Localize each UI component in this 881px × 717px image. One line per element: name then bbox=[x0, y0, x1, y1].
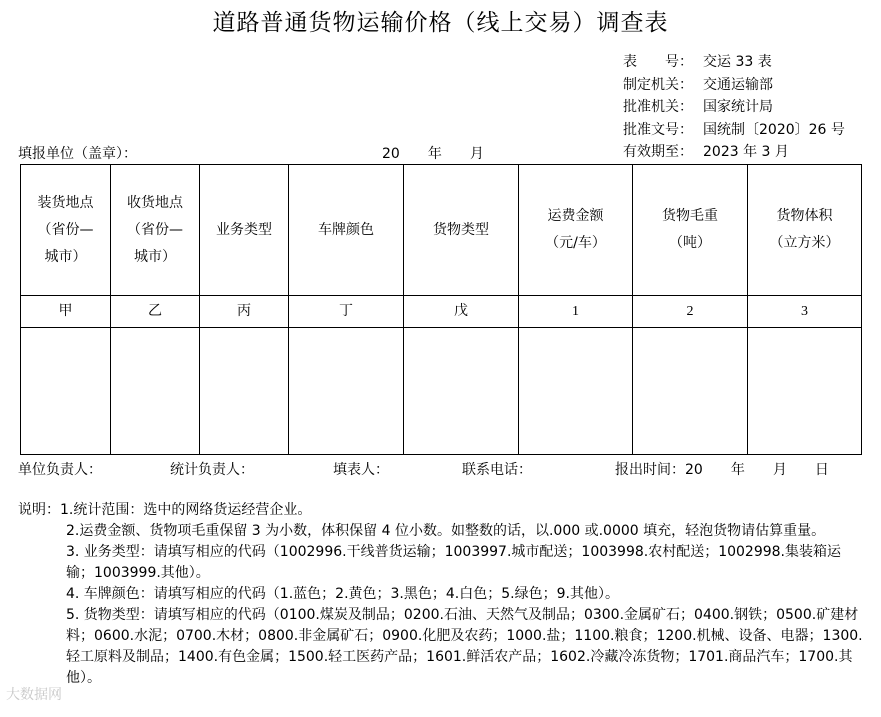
entry-cell-plate-color[interactable] bbox=[289, 328, 404, 455]
header-row bbox=[21, 165, 862, 296]
note-item: 4. 车牌颜色：请填写相应的代码（1.蓝色；2.黄色；3.黑色；4.白色；5.绿色；9.其他）。 bbox=[66, 586, 619, 602]
meta-approval-no: 批准文号： 国统制〔2020〕26 号 bbox=[623, 121, 845, 138]
meta-authority: 制定机关： 交通运输部 bbox=[623, 76, 773, 93]
page-title: 道路普通货物运输价格（线上交易）调查表 bbox=[212, 10, 669, 36]
entry-cell-freight[interactable] bbox=[519, 328, 633, 455]
entry-cell-gross-weight[interactable] bbox=[633, 328, 748, 455]
fill-unit-label: 填报单位（盖章）： bbox=[18, 146, 137, 162]
code-cell: 丁 bbox=[289, 296, 404, 328]
meta-form-number: 表 号： 交运 33 表 bbox=[623, 54, 772, 70]
note-item: 2.运费金额、货物项毛重保留 3 为小数，体积保留 4 位小数。如整数的话，以.000 或.0000 填充，轻泡货物请估算重量。 bbox=[66, 523, 826, 539]
code-cell: 甲 bbox=[21, 296, 111, 328]
col-header-business-type: 业务类型 bbox=[200, 165, 289, 296]
unit-head-label: 单位负责人： bbox=[18, 462, 102, 478]
filler-label: 填表人： bbox=[333, 462, 389, 478]
col-header-freight: 运费金额 （元/车） bbox=[519, 165, 633, 296]
watermark-logo: 大数据网 bbox=[6, 687, 62, 703]
code-cell: 3 bbox=[748, 296, 862, 328]
note-item: 5. 货物类型：请填写相应的代码（0100.煤炭及制品；0200.石油、天然气及制品；0300.金属矿石；0400.钢铁；0500.矿建材料；0600.水泥；0700.木材；0800.非金属矿石；0900.化肥及农药；1000.盐；1100.粮食；1200.机械、设备、电器；1300.轻工原料及制品；1400.有色金属；1500.轻工医药产品；1601.鲜活农产品；1602.冷藏冷冻货物；1701.商品汽车；1700.其他）。 bbox=[66, 607, 863, 686]
note-item: 说明：1.统计范围：选中的网络货运经营企业。 bbox=[18, 502, 312, 518]
note-item: 3. 业务类型：请填写相应的代码（1002996.干线普货运输；1003997.城市配送；1003998.农村配送；1002998.集装箱运输；1003999.其他）。 bbox=[66, 544, 842, 581]
entry-cell-cargo-type[interactable] bbox=[404, 328, 519, 455]
col-header-loading-place: 装货地点 （省份— 城市） bbox=[21, 165, 111, 296]
col-header-plate-color: 车牌颜色 bbox=[289, 165, 404, 296]
notes-section bbox=[18, 500, 863, 689]
code-cell: 乙 bbox=[111, 296, 200, 328]
form-meta bbox=[623, 51, 845, 164]
code-cell: 2 bbox=[633, 296, 748, 328]
entry-cell-loading-place[interactable] bbox=[21, 328, 111, 455]
code-cell: 戊 bbox=[404, 296, 519, 328]
entry-cell-business-type[interactable] bbox=[200, 328, 289, 455]
code-row bbox=[21, 296, 862, 328]
code-cell: 1 bbox=[519, 296, 633, 328]
meta-valid-until: 有效期至： 2023 年 3 月 bbox=[623, 144, 789, 160]
entry-cell-volume[interactable] bbox=[748, 328, 862, 455]
data-entry-row bbox=[21, 328, 862, 455]
col-header-cargo-type: 货物类型 bbox=[404, 165, 519, 296]
col-header-volume: 货物体积 （立方米） bbox=[748, 165, 862, 296]
entry-cell-unloading-place[interactable] bbox=[111, 328, 200, 455]
survey-table bbox=[20, 164, 862, 455]
stat-head-label: 统计负责人： bbox=[170, 462, 254, 478]
year-month-field: 20 年 月 bbox=[382, 146, 484, 162]
meta-approver: 批准机关： 国家统计局 bbox=[623, 99, 773, 115]
report-time-label: 报出时间：20 年 月 日 bbox=[615, 462, 829, 478]
col-header-gross-weight: 货物毛重 （吨） bbox=[633, 165, 748, 296]
code-cell: 丙 bbox=[200, 296, 289, 328]
col-header-unloading-place: 收货地点 （省份— 城市） bbox=[111, 165, 200, 296]
phone-label: 联系电话： bbox=[462, 462, 532, 478]
notes-lead: 说明： bbox=[18, 502, 60, 518]
